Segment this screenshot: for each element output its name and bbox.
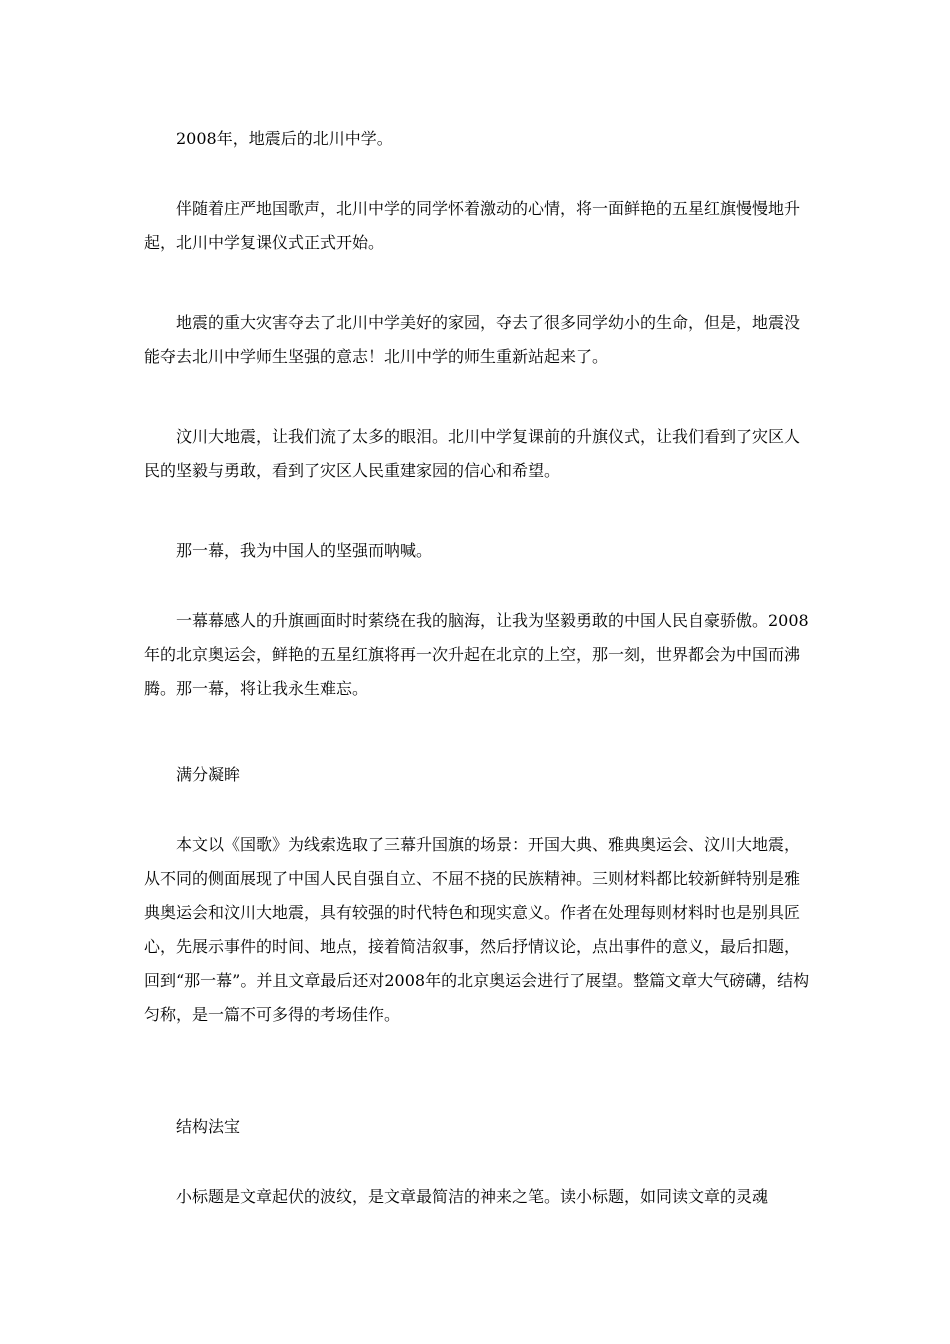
- paragraph-earthquake-loss: 地震的重大灾害夺去了北川中学美好的家园，夺去了很多同学幼小的生命，但是，地震没能夺去北川中学师生坚强的意志！北川中学的师生重新站起来了。: [144, 313, 801, 366]
- paragraph-olympics-outlook: 一幕幕感人的升旗画面时时萦绕在我的脑海，让我为坚毅勇敢的中国人民自豪骄傲。2008年的北京奥运会，鲜艳的五星红旗将再一次升起在北京的上空，那一刻，世界都会为中国而沸腾。那一幕，将让我永生难忘。: [144, 611, 809, 698]
- section-heading-full-marks: 满分凝眸: [176, 765, 241, 784]
- section-heading-structure: 结构法宝: [176, 1117, 241, 1136]
- paragraph-wenchuan-tears: 汶川大地震，让我们流了太多的眼泪。北川中学复课前的升旗仪式，让我们看到了灾区人民的坚毅与勇敢，看到了灾区人民重建家园的信心和希望。: [144, 427, 801, 480]
- paragraph-commentary: 本文以《国歌》为线索选取了三幕升国旗的场景：开国大典、雅典奥运会、汶川大地震，从不同的侧面展现了中国人民自强自立、不屈不挠的民族精神。三则材料都比较新鲜特别是雅典奥运会和汶川大地震，具有较强的时代特色和现实意义。作者在处理每则材料时也是别具匠心，先展示事件的时间、地点，接着简洁叙事，然后抒情议论，点出事件的意义，最后扣题，回到“那一幕”。并且文章最后还对2008年的北京奥运会进行了展望。整篇文章大气磅礴，结构匀称，是一篇不可多得的考场佳作。: [144, 835, 810, 1024]
- paragraph-beichuan-intro: 2008年，地震后的北川中学。: [176, 129, 393, 148]
- paragraph-that-moment: 那一幕，我为中国人的坚强而呐喊。: [176, 541, 433, 560]
- paragraph-subtitle-tips: 小标题是文章起伏的波纹，是文章最简洁的神来之笔。读小标题，如同读文章的灵魂: [176, 1187, 769, 1206]
- paragraph-flag-raising: 伴随着庄严地国歌声，北川中学的同学怀着激动的心情，将一面鲜艳的五星红旗慢慢地升起，北川中学复课仪式正式开始。: [144, 199, 801, 252]
